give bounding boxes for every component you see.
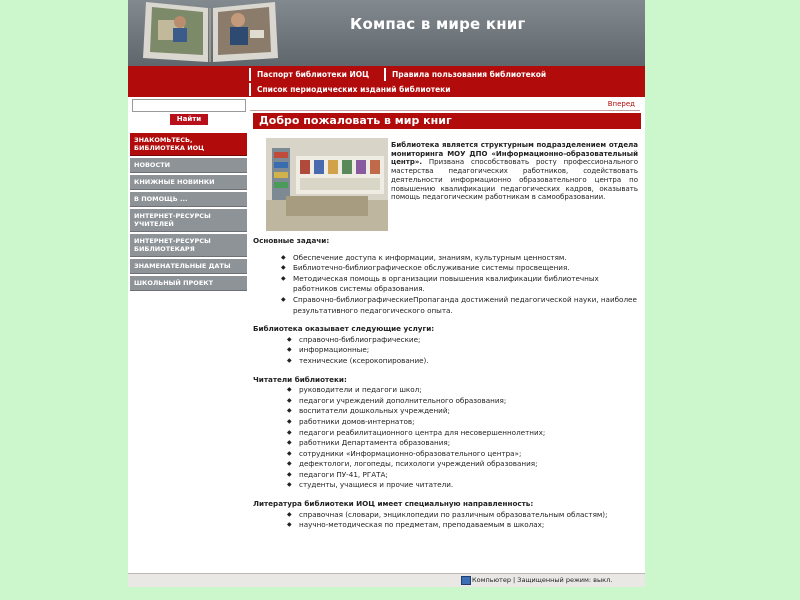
services-list <box>287 335 641 367</box>
divider <box>250 110 640 111</box>
list-item: ◆ технические (ксерокопирование). <box>287 356 641 367</box>
computer-icon <box>461 576 471 585</box>
sidebar-item-memorable-dates[interactable]: ЗНАМЕНАТЕЛЬНЫЕ ДАТЫ <box>130 259 247 274</box>
site-header <box>128 0 645 66</box>
status-bar <box>128 573 645 587</box>
readers-list <box>287 385 641 491</box>
literature-list <box>287 510 641 531</box>
list-item: ◆ справочная (словари, энциклопедии по различным образовательным областям); <box>287 510 641 521</box>
sidebar-item-help[interactable]: В ПОМОЩЬ ... <box>130 192 247 207</box>
tasks-list <box>281 253 641 317</box>
list-item: ◆ Справочно-библиографическиеПропаганда достижений педагогической науки, наиболее результативного педагогического опыта. <box>281 295 641 316</box>
nav-periodicals-list[interactable]: Список периодических изданий библиотеки <box>249 83 457 96</box>
list-item: ◆ Обеспечение доступа к информации, знаниям, культурным ценностям. <box>281 253 641 264</box>
search-input[interactable] <box>132 99 246 112</box>
sidebar-item-librarian-resources[interactable]: ИНТЕРНЕТ-РЕСУРСЫ БИБЛИОТЕКАРЯ <box>130 234 247 257</box>
status-text: Компьютер | Защищенный режим: выкл. <box>472 576 613 584</box>
top-navigation <box>128 66 645 97</box>
intro-bold: Библиотека является структурным подразделением отдела мониторинга МОУ ДПО «Информационно-образовательный центр». <box>391 141 638 167</box>
list-item: ◆ воспитатели дошкольных учреждений; <box>287 406 641 417</box>
readers-title: Читатели библиотеки: <box>253 374 347 384</box>
open-book-image <box>138 0 283 62</box>
sidebar-item-about[interactable]: ЗНАКОМЬТЕСЬ, БИБЛИОТЕКА ИОЦ <box>130 133 247 156</box>
intro-rest: Призвана способствовать росту профессионального мастерства педагогических работников, содействовать деятельности информационно образовательного центра по повышению квалификации педагогических кадров, оказывать помощь педагогическим работникам в самообразовании. <box>391 158 639 202</box>
browser-page <box>128 0 645 586</box>
sidebar-menu <box>130 133 247 293</box>
tasks-title: Основные задачи: <box>253 236 330 245</box>
literature-title: Литература библиотеки ИОЦ имеет специальную направленность: <box>253 499 534 509</box>
nav-library-passport[interactable]: Паспорт библиотеки ИОЦ <box>249 68 375 81</box>
list-item: ◆ руководители и педагоги школ; <box>287 385 641 396</box>
services-title: Библиотека оказывает следующие услуги: <box>253 324 435 334</box>
sidebar-item-news[interactable]: НОВОСТИ <box>130 158 247 173</box>
list-item: ◆ работники Департамента образования; <box>287 438 641 449</box>
forward-link[interactable]: Вперед <box>607 100 635 108</box>
list-item: ◆ дефектологи, логопеды, психологи учреждений образования; <box>287 459 641 470</box>
list-item: ◆ педагоги реабилитационного центра для несовершеннолетних; <box>287 428 641 439</box>
intro-text <box>391 141 638 202</box>
library-photo <box>266 138 388 231</box>
main-content <box>253 236 641 539</box>
list-item: ◆ научно-методическая по предметам, преподаваемым в школах; <box>287 520 641 531</box>
list-item: ◆ работники домов-интернатов; <box>287 417 641 428</box>
nav-library-rules[interactable]: Правила пользования библиотекой <box>384 68 552 81</box>
list-item: ◆ педагоги ПУ-41, РГАТА; <box>287 470 641 481</box>
site-title: Компас в мире книг <box>350 15 526 33</box>
sidebar-item-school-project[interactable]: ШКОЛЬНЫЙ ПРОЕКТ <box>130 276 247 291</box>
list-item: ◆ справочно-библиографические; <box>287 335 641 346</box>
sidebar-item-teacher-resources[interactable]: ИНТЕРНЕТ-РЕСУРСЫ УЧИТЕЛЕЙ <box>130 209 247 232</box>
sidebar-item-new-books[interactable]: КНИЖНЫЕ НОВИНКИ <box>130 175 247 190</box>
list-item: ◆ информационные; <box>287 345 641 356</box>
list-item: ◆ педагоги учреждений дополнительного образования; <box>287 396 641 407</box>
welcome-banner: Добро пожаловать в мир книг <box>253 113 641 129</box>
list-item: ◆ студенты, учащиеся и прочие читатели. <box>287 480 641 491</box>
list-item: ◆ сотрудники «Информационно-образовательного центра»; <box>287 449 641 460</box>
list-item: ◆ Методическая помощь в организации повышения квалификации библиотечных работников системы образования. <box>281 274 641 295</box>
list-item: ◆ Библиотечно-библиографическое обслуживание системы просвещения. <box>281 263 641 274</box>
search-button[interactable]: Найти <box>170 114 208 125</box>
